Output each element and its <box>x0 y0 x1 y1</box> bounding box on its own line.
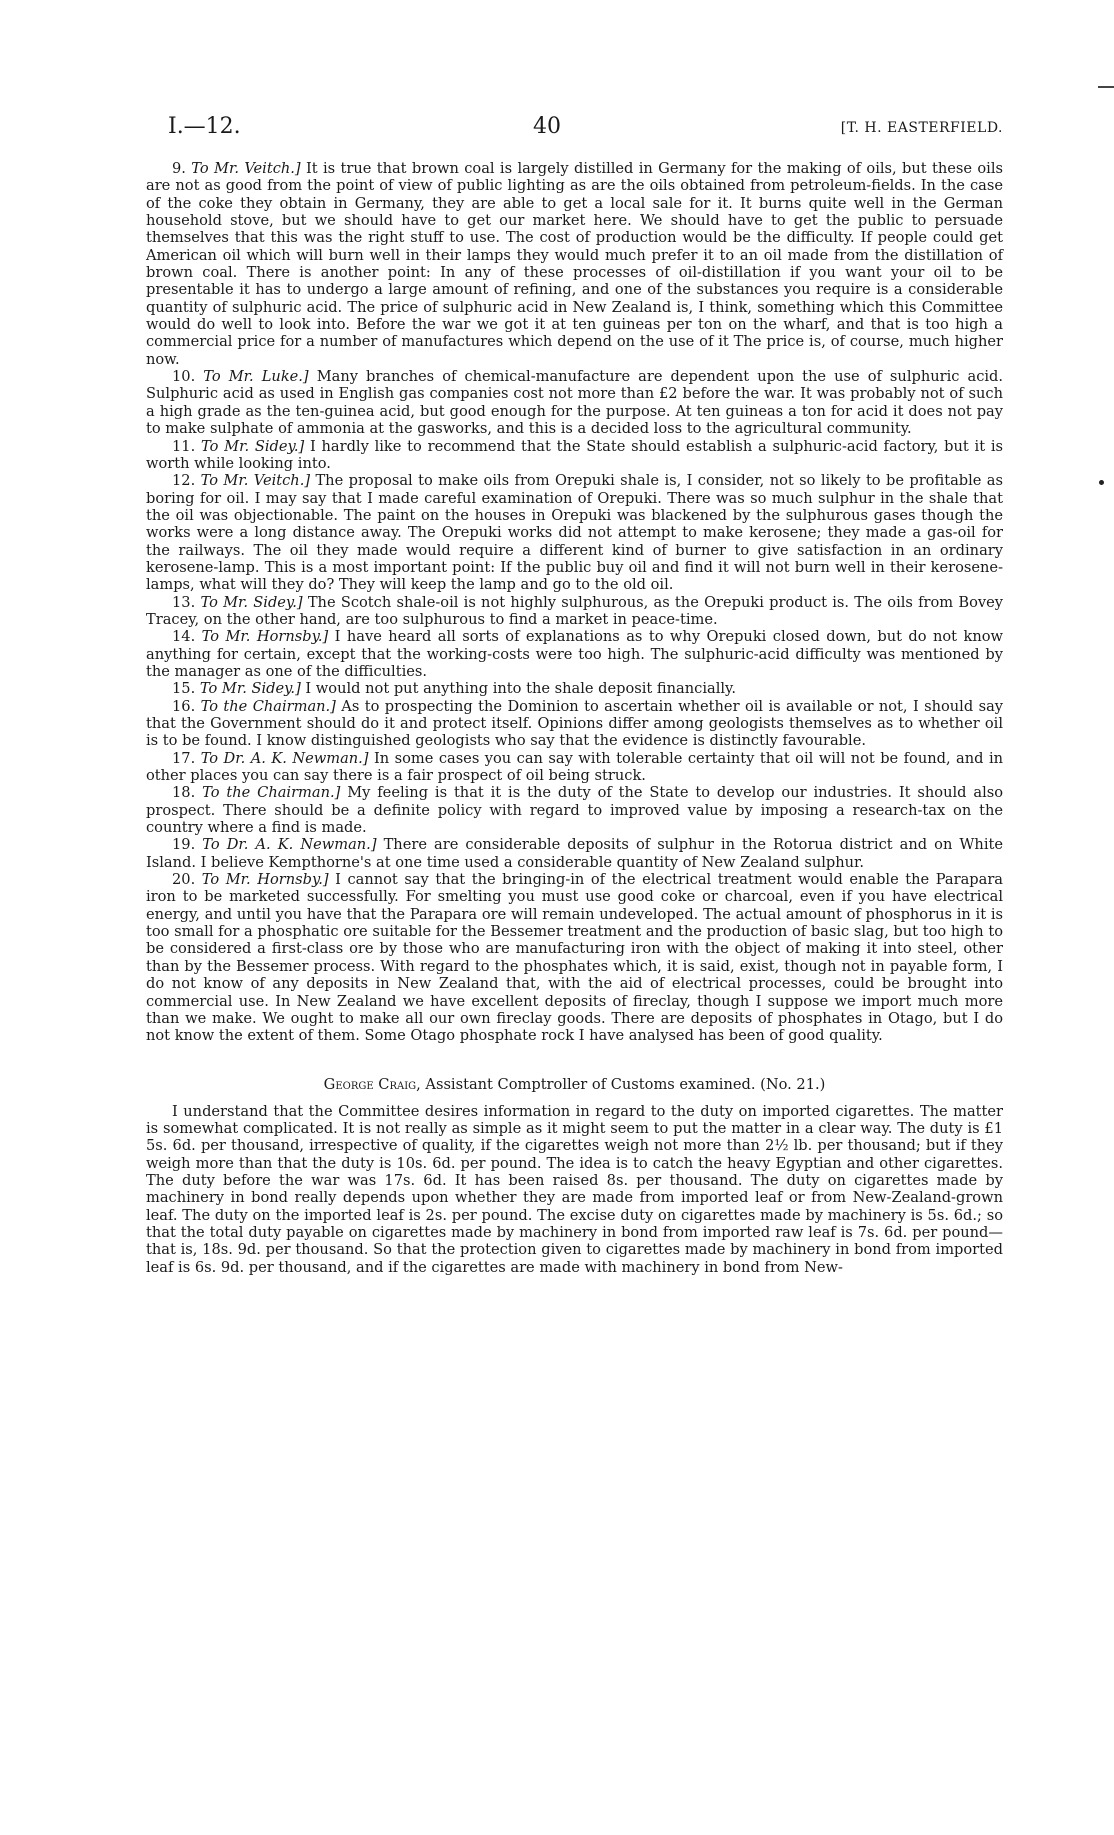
testimony-paragraph <box>146 871 1003 1044</box>
addressee: To Mr. Veitch.] <box>200 472 311 490</box>
testimony-paragraph <box>146 680 1003 697</box>
testimony-paragraph <box>146 160 1003 368</box>
closing-paragraph: I understand that the Committee desires information in regard to the duty on imported cigarettes. The matter is somewhat complicated. It is not really as simple as it might seem to put the matter in a clear way. The duty is £1 5s. 6d. per thousand, irrespective of quality, if the cigarettes weigh not more than 2½ lb. per thousand; but if they weigh more than that the duty is 10s. 6d. per pound. The idea is to catch the heavy Egyptian and other cigarettes. The duty before the war was 17s. 6d. It has been raised 8s. per thousand. The duty on cigarettes made by machinery in bond really depends upon whether they are made from imported leaf or from New-Zealand-grown leaf. The duty on the imported leaf is 2s. per pound. The excise duty on cigarettes made by machinery is 5s. 6d.; so that the total duty payable on cigarettes made by machinery in bond from imported raw leaf is 7s. 6d. per pound—that is, 18s. 9d. per thousand. So that the protection given to cigarettes made by machinery in bond from imported leaf is 6s. 9d. per thousand, and if the cigarettes are made with machinery in bond from New- <box>146 1102 1003 1276</box>
document-body <box>146 160 1003 1276</box>
answer-text: It is true that brown coal is largely distilled in Germany for the making of oils, but these oils are not as good from the point of view of public lighting as are the oils obtained from petroleum-fields. In the case of the coke they obtain in Germany, they are able to get a local sale for it. It burns quite well in the German household stove, but we should have to get our market here. We should have to get the public to persuade themselves that this was the right stuff to use. The cost of production would be the difficulty. If people could get American oil which will burn well in their lamps they would much prefer it to an oil made from the distillation of brown coal. There is another point: In any of these processes of oil-distillation if you want your oil to be presentable it has to undergo a large amount of refining, and one of the substances you require is a considerable quantity of sulphuric acid. The price of sulphuric acid in New Zealand is, I think, something which this Committee would do well to look into. Before the war we got it at ten guineas per ton on the wharf, and that is too high a commercial price for a number of manufactures which depend on the use of it The price is, of course, much higher now. <box>146 160 1003 368</box>
testimony-paragraph <box>146 836 1003 871</box>
question-number: 20. <box>172 871 196 889</box>
question-number: 10. <box>172 368 196 386</box>
witness-heading-rest: , Assistant Comptroller of Customs examined. (No. 21.) <box>416 1075 826 1093</box>
testimony-paragraph <box>146 438 1003 473</box>
question-number: 15. <box>172 680 196 698</box>
addressee: To the Chairman.] <box>200 697 336 715</box>
question-number: 14. <box>172 628 196 646</box>
question-number: 16. <box>172 697 196 715</box>
page-header <box>168 114 1003 142</box>
answer-text: The Scotch shale-oil is not highly sulphurous, as the Orepuki product is. The oils from Bovey Tracey, on the other hand, are too sulphurous to find a market in peace-time. <box>146 593 1004 628</box>
answer-text: The proposal to make oils from Orepuki shale is, I consider, not so likely to be profitable as boring for oil. I may say that I made careful examination of Orepuki. There was so much sulphur in the shale that the oil was objectionable. The paint on the houses in Orepuki was blackened by the sulphurous gases though the works were a long distance away. The Orepuki works did not attempt to make kerosene; they made a gas-oil for the railways. The oil they made would require a different kind of burner to give satisfaction in an ordinary kerosene-lamp. This is a most important point: If the public buy oil and find it will not burn well in their kerosene-lamps, what will they do? They will keep the lamp and go to the old oil. <box>146 472 1003 594</box>
addressee: To Dr. A. K. Newman.] <box>202 836 377 854</box>
addressee: To Mr. Sidey.] <box>199 680 301 698</box>
witness-running-head: [T. H. EASTERFIELD. <box>840 120 1003 136</box>
testimony-paragraph <box>146 628 1003 680</box>
edge-mark <box>1098 86 1114 88</box>
testimony-paragraph <box>146 594 1003 629</box>
question-number: 13. <box>172 593 196 611</box>
answer-text: I have heard all sorts of explanations as to why Orepuki closed down, but do not know anything for certain, except that the working-costs were too high. The sulphuric-acid difficulty was mentioned by the manager as one of the difficulties. <box>146 628 1003 680</box>
question-number: 12. <box>172 472 196 490</box>
answer-text: Many branches of chemical-manufacture are dependent upon the use of sulphuric acid. Sulphuric acid as used in English gas companies cost not more than £2 before the war. It was probably not of such a high grade as the ten-guinea acid, but good enough for the purpose. At ten guineas a ton for acid it does not pay to make sulphate of ammonia at the gasworks, and this is a decided loss to the agricultural community. <box>146 368 1004 438</box>
addressee: To Mr. Sidey.] <box>201 437 305 455</box>
question-number: 11. <box>172 437 196 455</box>
answer-text: There are considerable deposits of sulphur in the Rotorua district and on White Island. I believe Kempthorne's at one time used a considerable quantity of New Zealand sulphur. <box>146 836 1003 871</box>
addressee: To the Chairman.] <box>202 784 341 802</box>
witness-name: George Craig <box>323 1075 417 1093</box>
answer-text: I cannot say that the bringing-in of the electrical treatment would enable the Parapara iron to be marketed successfully. For smelting you must use good coke or charcoal, even if you have electrical energy, and until you have that the Parapara ore will remain undeveloped. The actual amount of phosphorus in it is too small for a phosphatic ore suitable for the Bessemer treatment and the production of basic slag, but too high to be considered a first-class ore by those who are manufacturing iron with the object of making it into steel, other than by the Bessemer process. With regard to the phosphates which, it is said, exist, though not in payable form, I do not know of any deposits in New Zealand that, with the aid of electrical processes, could be brought into commercial use. In New Zealand we have excellent deposits of fireclay, though I suppose we import much more than we make. We ought to make all our own fireclay goods. There are deposits of phosphates in Otago, but I do not know the extent of them. Some Otago phosphate rock I have analysed has been of good quality. <box>146 871 1004 1045</box>
testimony-paragraph <box>146 698 1003 750</box>
answer-text: I would not put anything into the shale deposit financially. <box>305 680 736 698</box>
page-number: 40 <box>533 114 561 139</box>
testimony-paragraph <box>146 750 1003 785</box>
addressee: To Mr. Hornsby.] <box>201 871 329 889</box>
question-number: 18. <box>172 784 196 802</box>
answer-text: I hardly like to recommend that the State should establish a sulphuric-acid factory, but it is worth while looking into. <box>146 437 1004 472</box>
testimony-paragraph <box>146 472 1003 593</box>
addressee: To Dr. A. K. Newman.] <box>200 749 369 767</box>
question-number: 17. <box>172 749 196 767</box>
question-number: 19. <box>172 836 196 854</box>
report-code: I.—12. <box>168 114 241 139</box>
addressee: To Mr. Hornsby.] <box>201 628 329 646</box>
addressee: To Mr. Luke.] <box>203 368 309 386</box>
answer-text: In some cases you can say with tolerable certainty that oil will not be found, and in other places you can say there is a fair prospect of oil being struck. <box>146 749 1004 785</box>
testimony-paragraph <box>146 784 1003 836</box>
addressee: To Mr. Sidey.] <box>200 593 303 611</box>
answer-text: As to prospecting the Dominion to ascertain whether oil is available or not, I should say that the Government should do it and protect itself. Opinions differ among geologists themselves as to whether oil is to be found. I know distinguished geologists who say that the evidence is distinctly favourable. <box>146 697 1004 750</box>
witness-heading <box>146 1075 1003 1095</box>
question-number: 9. <box>172 160 186 177</box>
answer-text: My feeling is that it is the duty of the State to develop our industries. It should also prospect. There should be a definite policy with regard to improved value by imposing a research-tax on the country where a find is made. <box>146 784 1004 837</box>
addressee: To Mr. Veitch.] <box>191 160 301 177</box>
testimony-paragraph <box>146 368 1003 437</box>
stray-dot <box>1099 480 1104 485</box>
